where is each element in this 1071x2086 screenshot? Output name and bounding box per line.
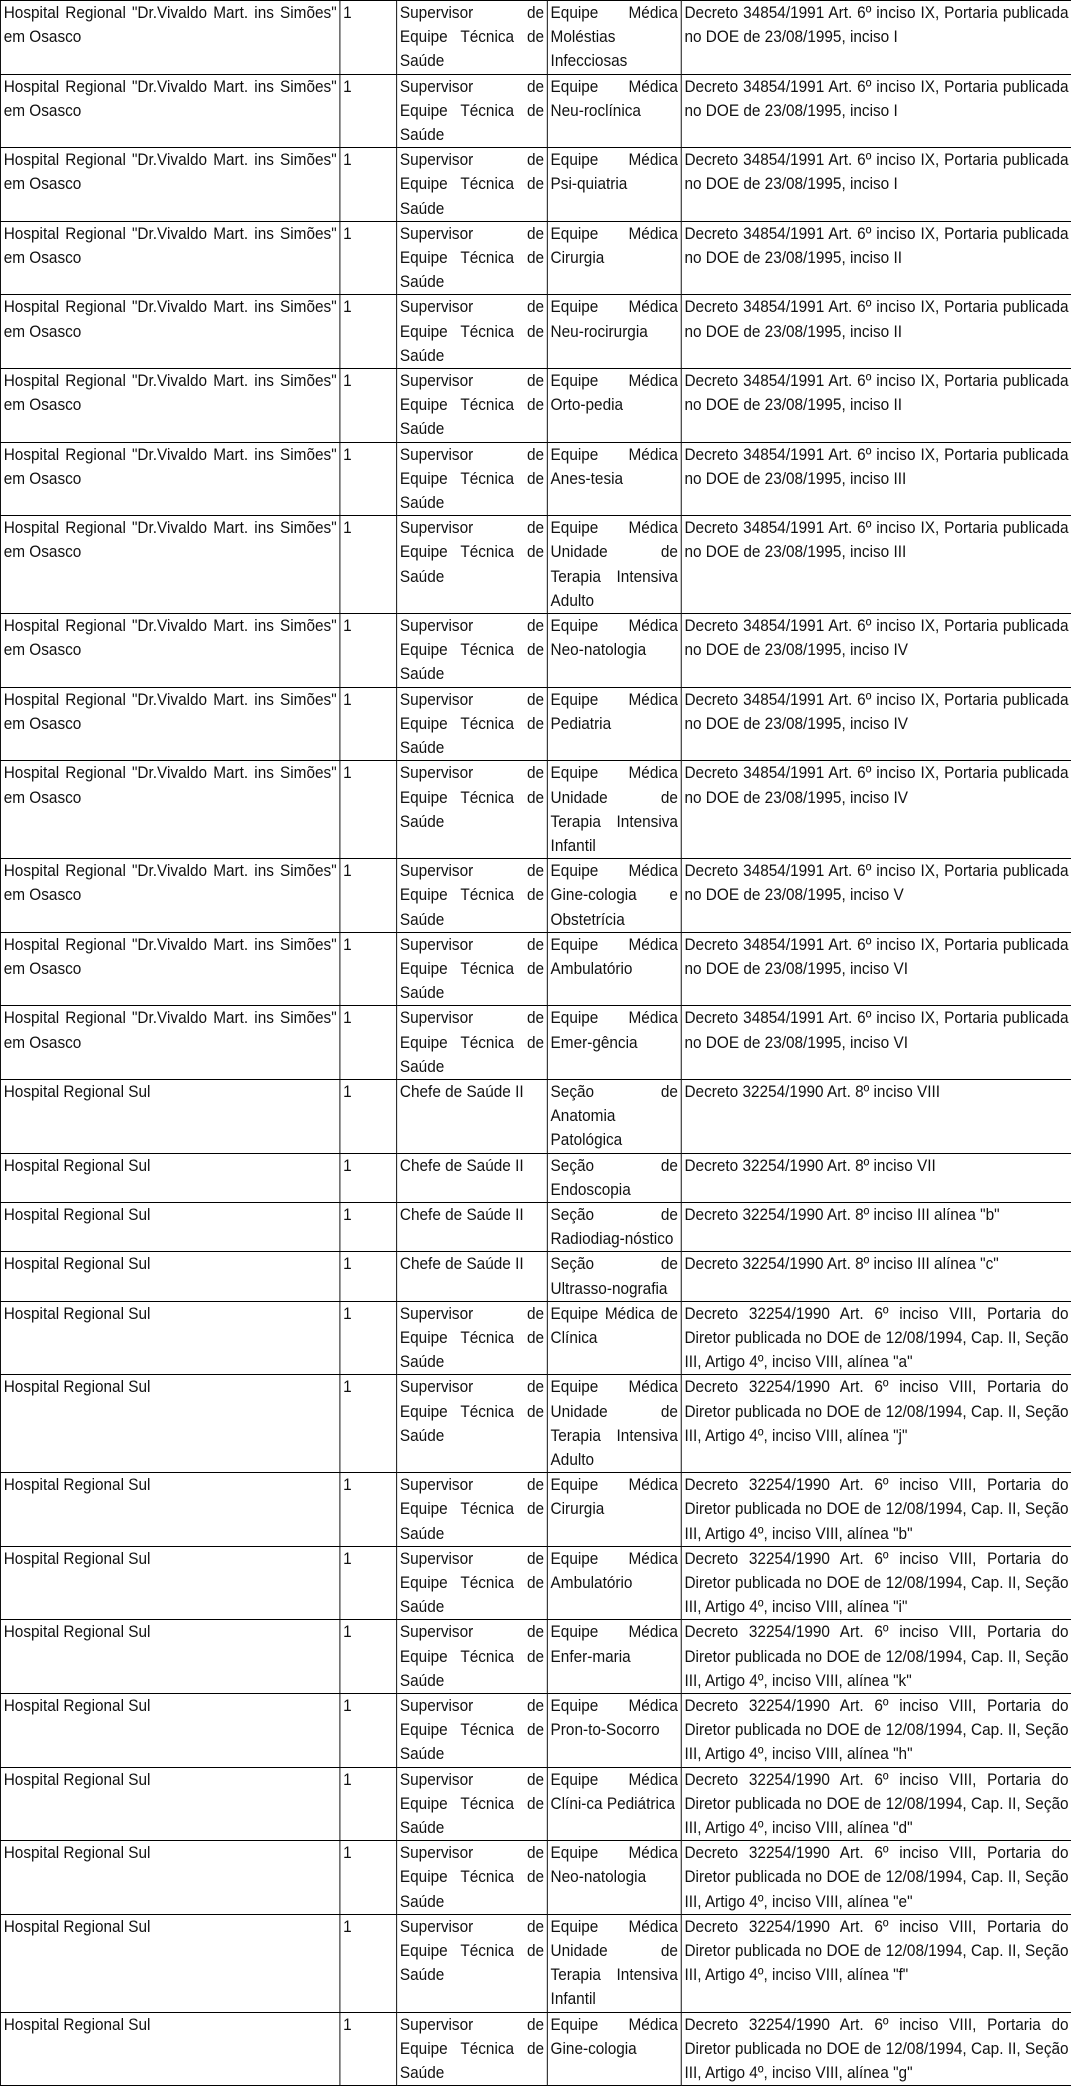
cell-unit: Hospital Regional Sul xyxy=(0,1375,339,1473)
cell-legal-basis: Decreto 34854/1991 Art. 6º inciso IX, Portaria publicada no DOE de 23/08/1995, inciso V xyxy=(681,859,1071,933)
cell-unit: Hospital Regional "Dr.Vivaldo Mart. ins Simões" em Osasco xyxy=(0,761,339,859)
cell-unit: Hospital Regional "Dr.Vivaldo Mart. ins Simões" em Osasco xyxy=(0,221,339,295)
cell-role: Supervisor de Equipe Técnica de Saúde xyxy=(397,1694,548,1768)
table-row xyxy=(0,1375,1071,1473)
cell-legal-basis: Decreto 34854/1991 Art. 6º inciso IX, Portaria publicada no DOE de 23/08/1995, inciso IV xyxy=(681,614,1071,688)
cell-role: Supervisor de Equipe Técnica de Saúde xyxy=(397,2012,548,2086)
cell-unit: Hospital Regional "Dr.Vivaldo Mart. ins Simões" em Osasco xyxy=(0,1,339,75)
table-row xyxy=(0,859,1071,933)
table-row xyxy=(0,1006,1071,1080)
cell-role: Chefe de Saúde II xyxy=(397,1079,548,1153)
cell-role: Supervisor de Equipe Técnica de Saúde xyxy=(397,932,548,1006)
cell-role: Supervisor de Equipe Técnica de Saúde xyxy=(397,1006,548,1080)
cell-team: Equipe Médica Unidade de Terapia Intensiva Adulto xyxy=(547,1375,681,1473)
cell-legal-basis: Decreto 32254/1990 Art. 8º inciso III alínea "b" xyxy=(681,1202,1071,1251)
cell-quantity: 1 xyxy=(340,1914,397,2012)
table-row xyxy=(0,614,1071,688)
cell-quantity: 1 xyxy=(340,1252,397,1301)
cell-quantity: 1 xyxy=(340,761,397,859)
table-row xyxy=(0,369,1071,443)
cell-role: Chefe de Saúde II xyxy=(397,1252,548,1301)
cell-legal-basis: Decreto 32254/1990 Art. 6º inciso VIII, Portaria do Diretor publicada no DOE de 12/08/1994, Cap. II, Seção III, Artigo 4º, inciso VIII, alínea "g" xyxy=(681,2012,1071,2086)
cell-unit: Hospital Regional "Dr.Vivaldo Mart. ins Simões" em Osasco xyxy=(0,614,339,688)
cell-quantity: 1 xyxy=(340,1546,397,1620)
cell-unit: Hospital Regional Sul xyxy=(0,1252,339,1301)
cell-team: Equipe Médica Cirurgia xyxy=(547,1473,681,1547)
cell-role: Supervisor de Equipe Técnica de Saúde xyxy=(397,1914,548,2012)
cell-quantity: 1 xyxy=(340,1301,397,1375)
cell-quantity: 1 xyxy=(340,1473,397,1547)
cell-legal-basis: Decreto 34854/1991 Art. 6º inciso IX, Portaria publicada no DOE de 23/08/1995, inciso IV xyxy=(681,687,1071,761)
cell-team: Equipe Médica Orto-pedia xyxy=(547,369,681,443)
cell-team: Equipe Médica Neo-natologia xyxy=(547,1841,681,1915)
table-row xyxy=(0,295,1071,369)
cell-role: Supervisor de Equipe Técnica de Saúde xyxy=(397,369,548,443)
cell-unit: Hospital Regional Sul xyxy=(0,1079,339,1153)
cell-role: Supervisor de Equipe Técnica de Saúde xyxy=(397,1473,548,1547)
table-row xyxy=(0,1546,1071,1620)
table-row xyxy=(0,516,1071,614)
cell-quantity: 1 xyxy=(340,2012,397,2086)
cell-team: Seção de Radiodiag-nóstico xyxy=(547,1202,681,1251)
cell-legal-basis: Decreto 34854/1991 Art. 6º inciso IX, Portaria publicada no DOE de 23/08/1995, inciso III xyxy=(681,516,1071,614)
cell-role: Chefe de Saúde II xyxy=(397,1153,548,1202)
cell-role: Chefe de Saúde II xyxy=(397,1202,548,1251)
cell-role: Supervisor de Equipe Técnica de Saúde xyxy=(397,1301,548,1375)
cell-unit: Hospital Regional Sul xyxy=(0,1620,339,1694)
cell-legal-basis: Decreto 32254/1990 Art. 6º inciso VIII, Portaria do Diretor publicada no DOE de 12/08/1994, Cap. II, Seção III, Artigo 4º, inciso VIII, alínea "a" xyxy=(681,1301,1071,1375)
cell-unit: Hospital Regional "Dr.Vivaldo Mart. ins Simões" em Osasco xyxy=(0,859,339,933)
cell-role: Supervisor de Equipe Técnica de Saúde xyxy=(397,295,548,369)
cell-team: Equipe Médica Pediatria xyxy=(547,687,681,761)
cell-legal-basis: Decreto 32254/1990 Art. 6º inciso VIII, Portaria do Diretor publicada no DOE de 12/08/1994, Cap. II, Seção III, Artigo 4º, inciso VIII, alínea "j" xyxy=(681,1375,1071,1473)
cell-role: Supervisor de Equipe Técnica de Saúde xyxy=(397,74,548,148)
table-row xyxy=(0,687,1071,761)
table-row xyxy=(0,1202,1071,1251)
cell-role: Supervisor de Equipe Técnica de Saúde xyxy=(397,687,548,761)
cell-team: Equipe Médica Clíni-ca Pediátrica xyxy=(547,1767,681,1841)
table-row xyxy=(0,1620,1071,1694)
cell-team: Seção de Ultrasso-nografia xyxy=(547,1252,681,1301)
cell-unit: Hospital Regional "Dr.Vivaldo Mart. ins Simões" em Osasco xyxy=(0,442,339,516)
cell-unit: Hospital Regional "Dr.Vivaldo Mart. ins Simões" em Osasco xyxy=(0,516,339,614)
cell-team: Equipe Médica Psi-quiatria xyxy=(547,148,681,222)
cell-team: Equipe Médica Neu-rocirurgia xyxy=(547,295,681,369)
cell-unit: Hospital Regional "Dr.Vivaldo Mart. ins Simões" em Osasco xyxy=(0,148,339,222)
cell-unit: Hospital Regional Sul xyxy=(0,1914,339,2012)
cell-quantity: 1 xyxy=(340,1841,397,1915)
cell-quantity: 1 xyxy=(340,516,397,614)
cell-legal-basis: Decreto 32254/1990 Art. 6º inciso VIII, Portaria do Diretor publicada no DOE de 12/08/1994, Cap. II, Seção III, Artigo 4º, inciso VIII, alínea "f" xyxy=(681,1914,1071,2012)
cell-role: Supervisor de Equipe Técnica de Saúde xyxy=(397,1767,548,1841)
cell-team: Equipe Médica Emer-gência xyxy=(547,1006,681,1080)
cell-team: Equipe Médica de Clínica xyxy=(547,1301,681,1375)
table-body xyxy=(0,1,1071,2086)
table-row xyxy=(0,761,1071,859)
table-row xyxy=(0,1841,1071,1915)
cell-team: Equipe Médica Unidade de Terapia Intensiva Adulto xyxy=(547,516,681,614)
table-row xyxy=(0,148,1071,222)
cell-unit: Hospital Regional "Dr.Vivaldo Mart. ins Simões" em Osasco xyxy=(0,1006,339,1080)
cell-legal-basis: Decreto 34854/1991 Art. 6º inciso IX, Portaria publicada no DOE de 23/08/1995, inciso VI xyxy=(681,932,1071,1006)
cell-quantity: 1 xyxy=(340,221,397,295)
cell-role: Supervisor de Equipe Técnica de Saúde xyxy=(397,1375,548,1473)
cell-team: Equipe Médica Gine-cologia e Obstetrícia xyxy=(547,859,681,933)
table-row xyxy=(0,1301,1071,1375)
cell-quantity: 1 xyxy=(340,614,397,688)
cell-unit: Hospital Regional Sul xyxy=(0,1153,339,1202)
cell-role: Supervisor de Equipe Técnica de Saúde xyxy=(397,442,548,516)
table-row xyxy=(0,1153,1071,1202)
cell-quantity: 1 xyxy=(340,1767,397,1841)
cell-quantity: 1 xyxy=(340,1006,397,1080)
cell-team: Equipe Médica Enfer-maria xyxy=(547,1620,681,1694)
cell-team: Equipe Médica Pron-to-Socorro xyxy=(547,1694,681,1768)
cell-quantity: 1 xyxy=(340,295,397,369)
cell-legal-basis: Decreto 34854/1991 Art. 6º inciso IX, Portaria publicada no DOE de 23/08/1995, inciso II xyxy=(681,221,1071,295)
cell-quantity: 1 xyxy=(340,1620,397,1694)
cell-quantity: 1 xyxy=(340,1079,397,1153)
cell-legal-basis: Decreto 32254/1990 Art. 6º inciso VIII, Portaria do Diretor publicada no DOE de 12/08/1994, Cap. II, Seção III, Artigo 4º, inciso VIII, alínea "d" xyxy=(681,1767,1071,1841)
table-row xyxy=(0,1252,1071,1301)
cell-team: Equipe Médica Moléstias Infecciosas xyxy=(547,1,681,75)
cell-legal-basis: Decreto 34854/1991 Art. 6º inciso IX, Portaria publicada no DOE de 23/08/1995, inciso I xyxy=(681,74,1071,148)
cell-legal-basis: Decreto 32254/1990 Art. 6º inciso VIII, Portaria do Diretor publicada no DOE de 12/08/1994, Cap. II, Seção III, Artigo 4º, inciso VIII, alínea "i" xyxy=(681,1546,1071,1620)
cell-role: Supervisor de Equipe Técnica de Saúde xyxy=(397,516,548,614)
table-row xyxy=(0,74,1071,148)
cell-role: Supervisor de Equipe Técnica de Saúde xyxy=(397,761,548,859)
cell-team: Seção de Anatomia Patológica xyxy=(547,1079,681,1153)
cell-role: Supervisor de Equipe Técnica de Saúde xyxy=(397,1546,548,1620)
cell-legal-basis: Decreto 32254/1990 Art. 6º inciso VIII, Portaria do Diretor publicada no DOE de 12/08/1994, Cap. II, Seção III, Artigo 4º, inciso VIII, alínea "k" xyxy=(681,1620,1071,1694)
cell-team: Seção de Endoscopia xyxy=(547,1153,681,1202)
table-row xyxy=(0,1,1071,75)
cell-role: Supervisor de Equipe Técnica de Saúde xyxy=(397,221,548,295)
cell-legal-basis: Decreto 34854/1991 Art. 6º inciso IX, Portaria publicada no DOE de 23/08/1995, inciso II xyxy=(681,369,1071,443)
cell-legal-basis: Decreto 32254/1990 Art. 8º inciso VIII xyxy=(681,1079,1071,1153)
cell-team: Equipe Médica Anes-tesia xyxy=(547,442,681,516)
table-row xyxy=(0,1694,1071,1768)
cell-team: Equipe Médica Ambulatório xyxy=(547,932,681,1006)
cell-legal-basis: Decreto 34854/1991 Art. 6º inciso IX, Portaria publicada no DOE de 23/08/1995, inciso III xyxy=(681,442,1071,516)
cell-quantity: 1 xyxy=(340,859,397,933)
cell-legal-basis: Decreto 32254/1990 Art. 6º inciso VIII, Portaria do Diretor publicada no DOE de 12/08/1994, Cap. II, Seção III, Artigo 4º, inciso VIII, alínea "b" xyxy=(681,1473,1071,1547)
cell-role: Supervisor de Equipe Técnica de Saúde xyxy=(397,1620,548,1694)
cell-legal-basis: Decreto 34854/1991 Art. 6º inciso IX, Portaria publicada no DOE de 23/08/1995, inciso I xyxy=(681,148,1071,222)
table-row xyxy=(0,442,1071,516)
cell-unit: Hospital Regional Sul xyxy=(0,1473,339,1547)
cell-quantity: 1 xyxy=(340,1202,397,1251)
cell-unit: Hospital Regional "Dr.Vivaldo Mart. ins Simões" em Osasco xyxy=(0,74,339,148)
table-row xyxy=(0,1473,1071,1547)
table-row xyxy=(0,1767,1071,1841)
cell-quantity: 1 xyxy=(340,74,397,148)
cell-role: Supervisor de Equipe Técnica de Saúde xyxy=(397,1841,548,1915)
cell-unit: Hospital Regional Sul xyxy=(0,1202,339,1251)
cell-unit: Hospital Regional "Dr.Vivaldo Mart. ins Simões" em Osasco xyxy=(0,932,339,1006)
cell-quantity: 1 xyxy=(340,1694,397,1768)
cell-team: Equipe Médica Unidade de Terapia Intensiva Infantil xyxy=(547,1914,681,2012)
cell-legal-basis: Decreto 34854/1991 Art. 6º inciso IX, Portaria publicada no DOE de 23/08/1995, inciso IV xyxy=(681,761,1071,859)
cell-unit: Hospital Regional "Dr.Vivaldo Mart. ins Simões" em Osasco xyxy=(0,295,339,369)
cell-quantity: 1 xyxy=(340,932,397,1006)
cell-legal-basis: Decreto 34854/1991 Art. 6º inciso IX, Portaria publicada no DOE de 23/08/1995, inciso I xyxy=(681,1,1071,75)
table-row xyxy=(0,932,1071,1006)
cell-quantity: 1 xyxy=(340,442,397,516)
cell-team: Equipe Médica Cirurgia xyxy=(547,221,681,295)
table-row xyxy=(0,221,1071,295)
cell-unit: Hospital Regional "Dr.Vivaldo Mart. ins Simões" em Osasco xyxy=(0,687,339,761)
cell-role: Supervisor de Equipe Técnica de Saúde xyxy=(397,859,548,933)
cell-team: Equipe Médica Ambulatório xyxy=(547,1546,681,1620)
cell-quantity: 1 xyxy=(340,1375,397,1473)
cell-quantity: 1 xyxy=(340,687,397,761)
cell-unit: Hospital Regional Sul xyxy=(0,1301,339,1375)
cell-quantity: 1 xyxy=(340,1,397,75)
cell-legal-basis: Decreto 34854/1991 Art. 6º inciso IX, Portaria publicada no DOE de 23/08/1995, inciso VI xyxy=(681,1006,1071,1080)
cell-role: Supervisor de Equipe Técnica de Saúde xyxy=(397,614,548,688)
cell-team: Equipe Médica Unidade de Terapia Intensiva Infantil xyxy=(547,761,681,859)
cell-quantity: 1 xyxy=(340,369,397,443)
cell-legal-basis: Decreto 34854/1991 Art. 6º inciso IX, Portaria publicada no DOE de 23/08/1995, inciso II xyxy=(681,295,1071,369)
cell-team: Equipe Médica Neu-roclínica xyxy=(547,74,681,148)
cell-team: Equipe Médica Gine-cologia xyxy=(547,2012,681,2086)
table-row xyxy=(0,1079,1071,1153)
cell-unit: Hospital Regional "Dr.Vivaldo Mart. ins Simões" em Osasco xyxy=(0,369,339,443)
cell-legal-basis: Decreto 32254/1990 Art. 8º inciso VII xyxy=(681,1153,1071,1202)
cell-unit: Hospital Regional Sul xyxy=(0,1694,339,1768)
cell-legal-basis: Decreto 32254/1990 Art. 8º inciso III alínea "c" xyxy=(681,1252,1071,1301)
cell-quantity: 1 xyxy=(340,148,397,222)
cell-role: Supervisor de Equipe Técnica de Saúde xyxy=(397,148,548,222)
cell-unit: Hospital Regional Sul xyxy=(0,2012,339,2086)
cell-team: Equipe Médica Neo-natologia xyxy=(547,614,681,688)
cell-role: Supervisor de Equipe Técnica de Saúde xyxy=(397,1,548,75)
cell-unit: Hospital Regional Sul xyxy=(0,1546,339,1620)
table-row xyxy=(0,1914,1071,2012)
table-row xyxy=(0,2012,1071,2086)
cell-quantity: 1 xyxy=(340,1153,397,1202)
cell-legal-basis: Decreto 32254/1990 Art. 6º inciso VIII, Portaria do Diretor publicada no DOE de 12/08/1994, Cap. II, Seção III, Artigo 4º, inciso VIII, alínea "h" xyxy=(681,1694,1071,1768)
cell-unit: Hospital Regional Sul xyxy=(0,1841,339,1915)
cell-legal-basis: Decreto 32254/1990 Art. 6º inciso VIII, Portaria do Diretor publicada no DOE de 12/08/1994, Cap. II, Seção III, Artigo 4º, inciso VIII, alínea "e" xyxy=(681,1841,1071,1915)
cell-unit: Hospital Regional Sul xyxy=(0,1767,339,1841)
